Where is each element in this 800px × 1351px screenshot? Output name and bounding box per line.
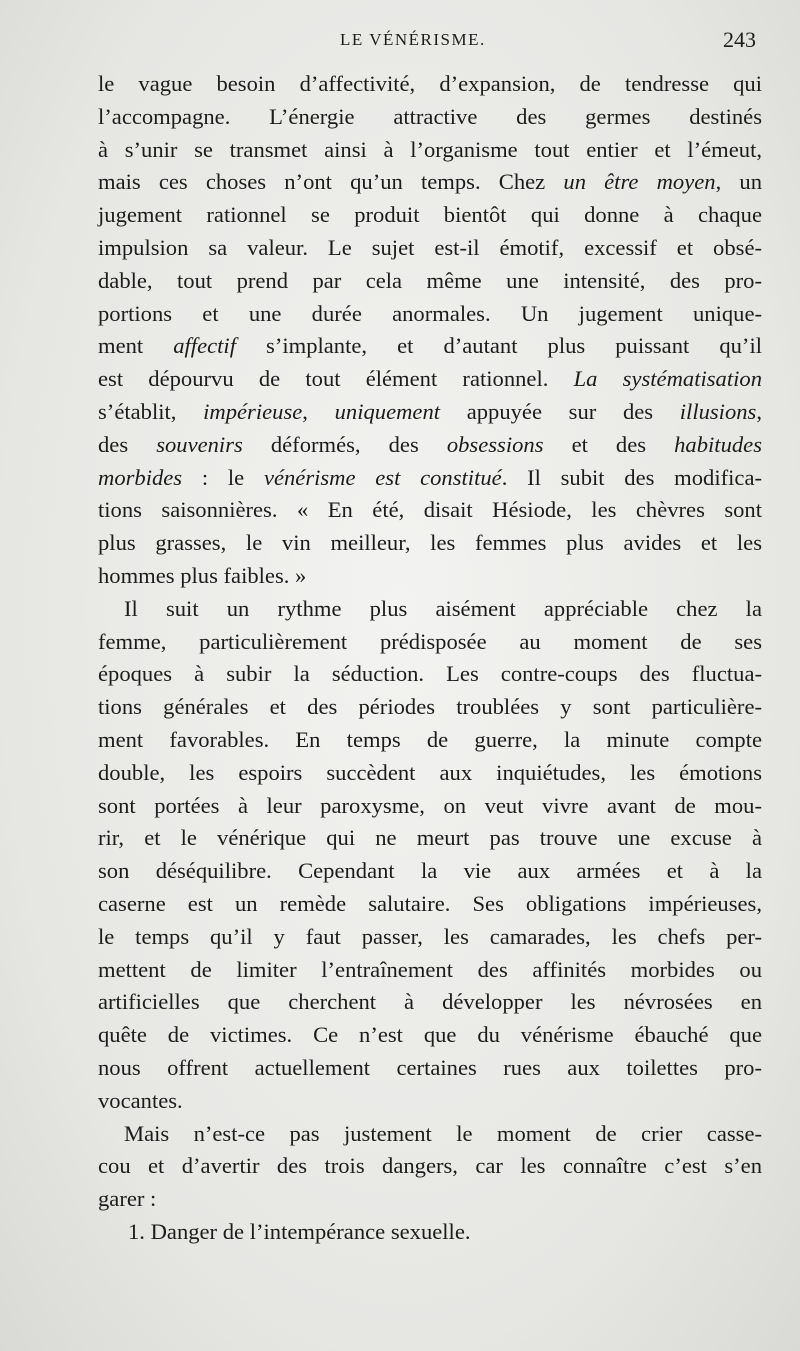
italic-phrase: souvenirs	[156, 431, 243, 457]
text-run: hommes plus faibles. »	[98, 562, 307, 588]
text-run: ment	[98, 333, 174, 359]
text-run: et des	[543, 431, 675, 457]
text-run: plus grasses, le vin meilleur, les femmes plus avides et les	[98, 530, 762, 556]
text-line	[98, 593, 762, 626]
italic-phrase: obsessions	[446, 431, 544, 457]
text-line	[98, 954, 762, 987]
text-run: ,	[756, 398, 763, 424]
text-line	[98, 494, 762, 527]
text-run: nous offrent actuellement certaines rues aux toilettes pro-	[98, 1054, 762, 1080]
text-run: Mais n’est-ce pas justement le moment de crier casse-	[124, 1120, 762, 1146]
text-line	[98, 265, 762, 298]
text-line	[98, 560, 762, 593]
text-line	[98, 626, 762, 659]
text-line	[98, 527, 762, 560]
text-run: tions saisonnières. « En été, disait Hésiode, les chèvres sont	[98, 497, 762, 523]
text-line	[98, 429, 762, 462]
text-run: tions générales et des périodes troublées y sont particulière-	[98, 694, 762, 720]
text-run: artificielles que cherchent à développer les névrosées en	[98, 989, 762, 1015]
running-title: LE VÉNÉRISME.	[340, 30, 486, 49]
page-number: 243	[723, 27, 756, 52]
text-line	[98, 1216, 762, 1249]
text-run: des	[98, 431, 157, 457]
text-line	[98, 1183, 762, 1216]
text-run: ment favorables. En temps de guerre, la minute compte	[98, 726, 762, 752]
text-line	[98, 232, 762, 265]
text-line	[98, 68, 762, 101]
text-line	[98, 199, 762, 232]
text-run: le vague besoin d’affectivité, d’expansion, de tendresse qui	[98, 71, 762, 96]
text-run: garer :	[98, 1186, 157, 1212]
text-run: quête de victimes. Ce n’est que du vénérisme ébauché que	[98, 1022, 762, 1048]
italic-phrase: uniquement	[334, 398, 441, 424]
text-line	[98, 790, 762, 823]
text-run: l’accompagne. L’énergie attractive des germes destinés	[98, 103, 762, 129]
italic-phrase: affectif	[173, 333, 236, 359]
text-line	[98, 658, 762, 691]
text-run: Il suit un rythme plus aisément appréciable chez la	[124, 595, 762, 621]
text-line	[98, 1019, 762, 1052]
text-run: ,	[302, 398, 335, 424]
text-run: appuyée sur des	[440, 398, 680, 424]
text-run: s’établit,	[98, 398, 204, 424]
body-text	[98, 68, 762, 1249]
text-run: dable, tout prend par cela même une intensité, des pro-	[98, 267, 762, 293]
text-run: 1. Danger de l’intempérance sexuelle.	[128, 1218, 471, 1244]
text-line	[98, 298, 762, 331]
text-run: cou et d’avertir des trois dangers, car les connaître c’est s’en	[98, 1153, 762, 1179]
text-run: portions et une durée anormales. Un jugement unique-	[98, 300, 762, 326]
italic-phrase: illusions	[679, 398, 757, 424]
text-run: : le	[182, 464, 264, 490]
italic-phrase: vénérisme est constitué	[263, 464, 502, 490]
text-run: , un	[715, 169, 762, 195]
text-line	[98, 1150, 762, 1183]
text-line	[98, 921, 762, 954]
italic-phrase: morbides	[98, 464, 183, 490]
italic-phrase: impérieuse	[203, 398, 303, 424]
text-run: femme, particulièrement prédisposée au moment de ses	[98, 628, 762, 654]
text-line	[98, 1118, 762, 1151]
text-run: déformés, des	[242, 431, 447, 457]
text-run: mettent de limiter l’entraînement des affinités morbides ou	[98, 956, 762, 982]
text-line	[98, 855, 762, 888]
text-run: . Il subit des modifica-	[501, 464, 762, 490]
italic-phrase: un être moyen	[563, 169, 716, 195]
text-run: à s’unir se transmet ainsi à l’organisme tout entier et l’émeut,	[98, 136, 762, 162]
text-run: est dépourvu de tout élément rationnel.	[98, 366, 574, 392]
text-run: sont portées à leur paroxysme, on veut vivre avant de mou-	[98, 792, 762, 818]
text-line	[98, 724, 762, 757]
text-line	[98, 1085, 762, 1118]
text-line	[98, 822, 762, 855]
text-line	[98, 691, 762, 724]
text-run: caserne est un remède salutaire. Ses obligations impérieuses,	[98, 890, 762, 916]
text-run: impulsion sa valeur. Le sujet est-il émotif, excessif et obsé-	[98, 234, 762, 260]
page-header	[0, 27, 800, 60]
text-line	[98, 986, 762, 1019]
text-line	[98, 888, 762, 921]
text-line	[98, 396, 762, 429]
text-line	[98, 1052, 762, 1085]
text-run: époques à subir la séduction. Les contre-coups des fluctua-	[98, 661, 762, 687]
text-run: s’implante, et d’autant plus puissant qu’il	[235, 333, 763, 359]
text-line	[98, 363, 762, 396]
text-run: le temps qu’il y faut passer, les camarades, les chefs per-	[98, 923, 762, 949]
text-line	[98, 757, 762, 790]
text-run: vocantes.	[98, 1087, 183, 1113]
text-run: mais ces choses n’ont qu’un temps. Chez	[98, 169, 564, 195]
text-line	[98, 166, 762, 199]
text-run: double, les espoirs succèdent aux inquiétudes, les émotions	[98, 759, 762, 785]
italic-phrase: La systématisation	[573, 366, 762, 392]
text-line	[98, 462, 762, 495]
text-line	[98, 330, 762, 363]
text-line	[98, 134, 762, 167]
text-line	[98, 101, 762, 134]
italic-phrase: habitudes	[674, 431, 762, 457]
text-run: son déséquilibre. Cependant la vie aux armées et à la	[98, 858, 762, 884]
text-run: rir, et le vénérique qui ne meurt pas trouve une excuse à	[98, 825, 762, 851]
text-run: jugement rationnel se produit bientôt qui donne à chaque	[98, 202, 762, 228]
